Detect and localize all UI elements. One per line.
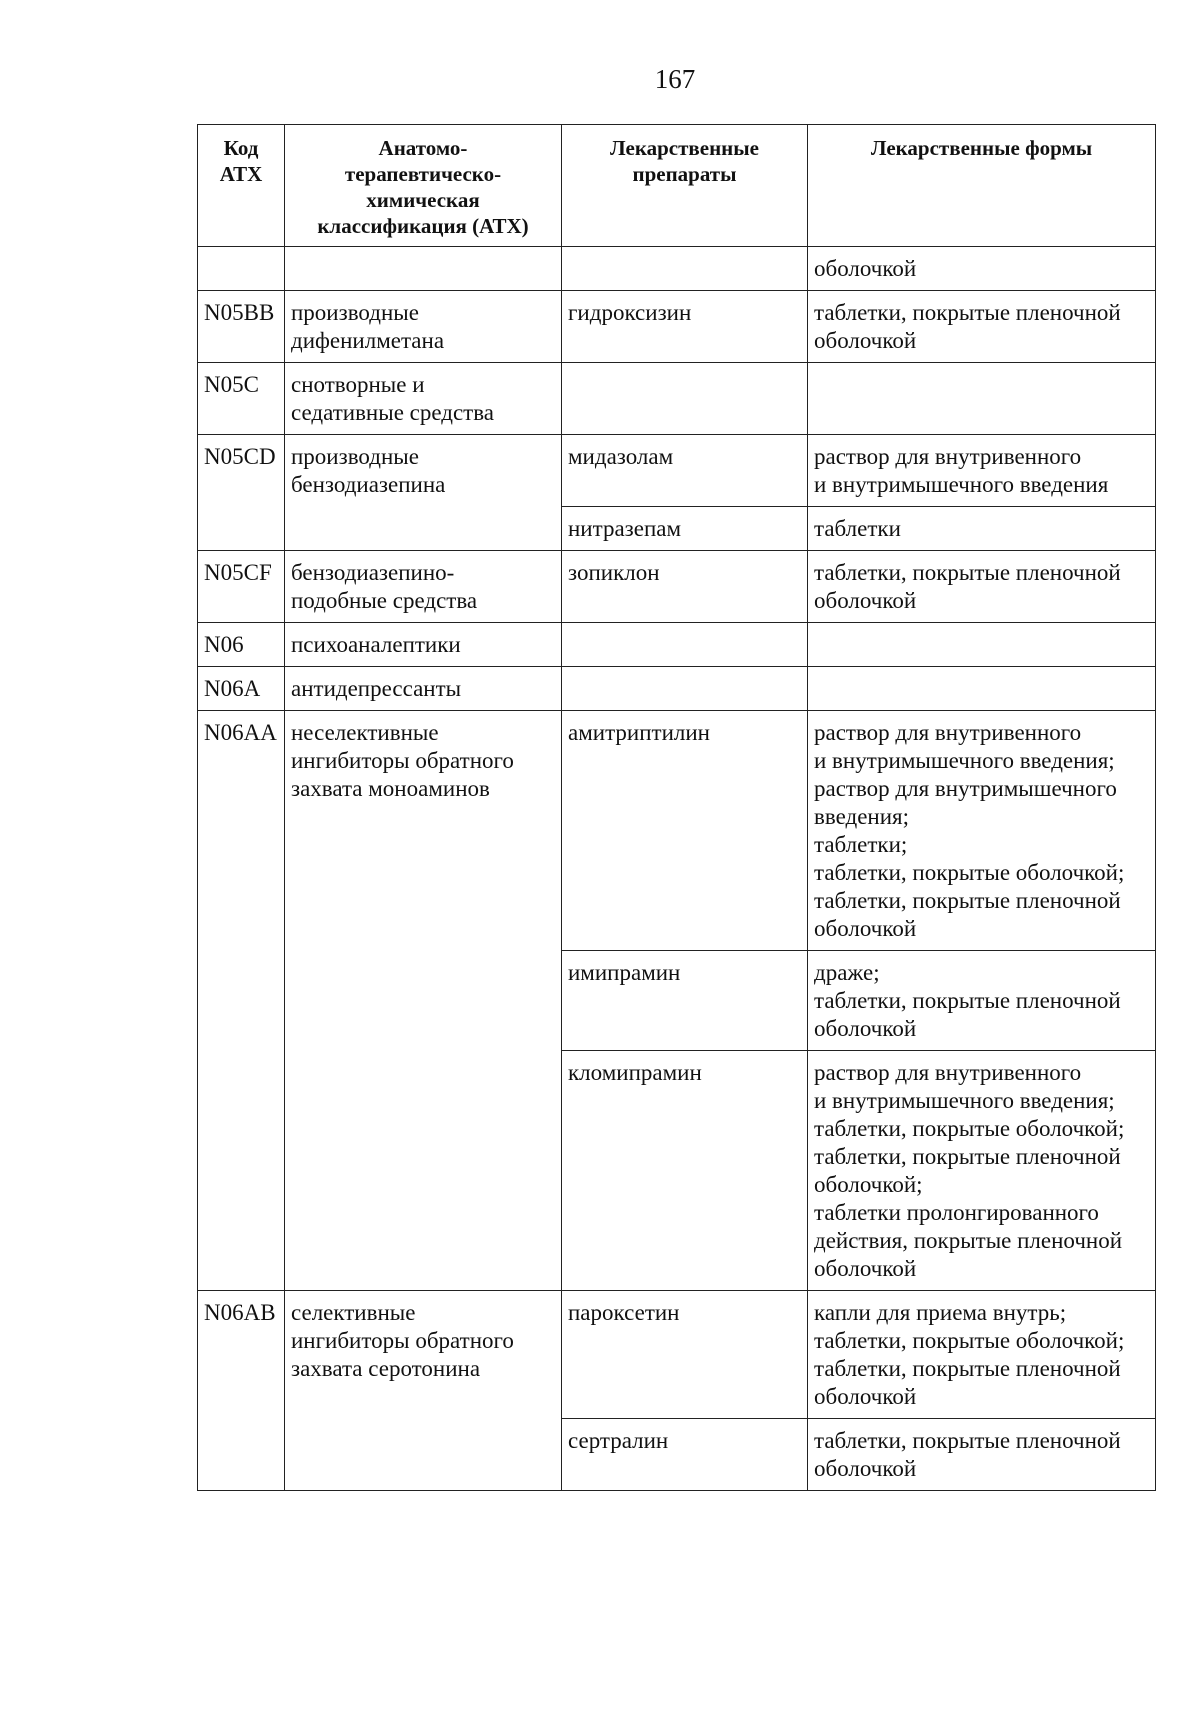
atx-code: N05CF xyxy=(198,551,285,623)
dosage-forms: раствор для внутривенного и внутримышечного введения; таблетки, покрытые оболочкой; таблетки, покрытые пленочной оболочкой; таблетки пролонгированного действия, покрытые пленочной оболочкой xyxy=(808,1051,1156,1291)
dosage-forms: раствор для внутривенного и внутримышечного введения xyxy=(808,435,1156,507)
header-code: Код АТХ xyxy=(198,125,285,247)
atx-code: N06A xyxy=(198,667,285,711)
atx-class: снотворные и седативные средства xyxy=(285,363,562,435)
dosage-forms xyxy=(808,363,1156,435)
dosage-forms: раствор для внутривенного и внутримышечного введения; раствор для внутримышечного введения; таблетки; таблетки, покрытые оболочкой; таблетки, покрытые пленочной оболочкой xyxy=(808,711,1156,951)
dosage-forms: оболочкой xyxy=(808,247,1156,291)
atx-code: N06AB xyxy=(198,1291,285,1491)
atx-code: N05C xyxy=(198,363,285,435)
table-row xyxy=(198,551,1156,623)
atx-code: N06 xyxy=(198,623,285,667)
header-drugs: Лекарственные препараты xyxy=(562,125,808,247)
table-row xyxy=(198,247,1156,291)
dosage-forms xyxy=(808,667,1156,711)
drug-name: мидазолам xyxy=(562,435,808,507)
dosage-forms: капли для приема внутрь; таблетки, покрытые оболочкой; таблетки, покрытые пленочной оболочкой xyxy=(808,1291,1156,1419)
drug-name: имипрамин xyxy=(562,951,808,1051)
dosage-forms: драже; таблетки, покрытые пленочной оболочкой xyxy=(808,951,1156,1051)
dosage-forms: таблетки, покрытые пленочной оболочкой xyxy=(808,1419,1156,1491)
atx-class xyxy=(285,247,562,291)
table-row xyxy=(198,435,1156,507)
drug-name: сертралин xyxy=(562,1419,808,1491)
dosage-forms: таблетки xyxy=(808,507,1156,551)
drug-name: гидроксизин xyxy=(562,291,808,363)
atx-class: производные дифенилметана xyxy=(285,291,562,363)
drug-name: амитриптилин xyxy=(562,711,808,951)
table-row xyxy=(198,667,1156,711)
atx-code: N06AA xyxy=(198,711,285,1291)
atx-class: производные бензодиазепина xyxy=(285,435,562,551)
atx-class: селективные ингибиторы обратного захвата серотонина xyxy=(285,1291,562,1491)
header-forms: Лекарственные формы xyxy=(808,125,1156,247)
drug-name: пароксетин xyxy=(562,1291,808,1419)
header-classification: Анатомо- терапевтическо- химическая классификация (АТХ) xyxy=(285,125,562,247)
atx-table xyxy=(197,124,1156,1491)
drug-name: кломипрамин xyxy=(562,1051,808,1291)
atx-class: психоаналептики xyxy=(285,623,562,667)
drug-name xyxy=(562,667,808,711)
table-row xyxy=(198,363,1156,435)
table-header-row xyxy=(198,125,1156,247)
drug-name: зопиклон xyxy=(562,551,808,623)
table-row xyxy=(198,623,1156,667)
dosage-forms xyxy=(808,623,1156,667)
table-row xyxy=(198,711,1156,951)
drug-name xyxy=(562,363,808,435)
atx-class: антидепрессанты xyxy=(285,667,562,711)
page-number: 167 xyxy=(654,64,696,94)
atx-code: N05CD xyxy=(198,435,285,551)
table-row xyxy=(198,291,1156,363)
dosage-forms: таблетки, покрытые пленочной оболочкой xyxy=(808,551,1156,623)
table-row xyxy=(198,1291,1156,1419)
atx-class: бензодиазепино- подобные средства xyxy=(285,551,562,623)
drug-name xyxy=(562,247,808,291)
atx-class: неселективные ингибиторы обратного захвата моноаминов xyxy=(285,711,562,1291)
atx-code xyxy=(198,247,285,291)
drug-name xyxy=(562,623,808,667)
dosage-forms: таблетки, покрытые пленочной оболочкой xyxy=(808,291,1156,363)
atx-code: N05BB xyxy=(198,291,285,363)
drug-name: нитразепам xyxy=(562,507,808,551)
